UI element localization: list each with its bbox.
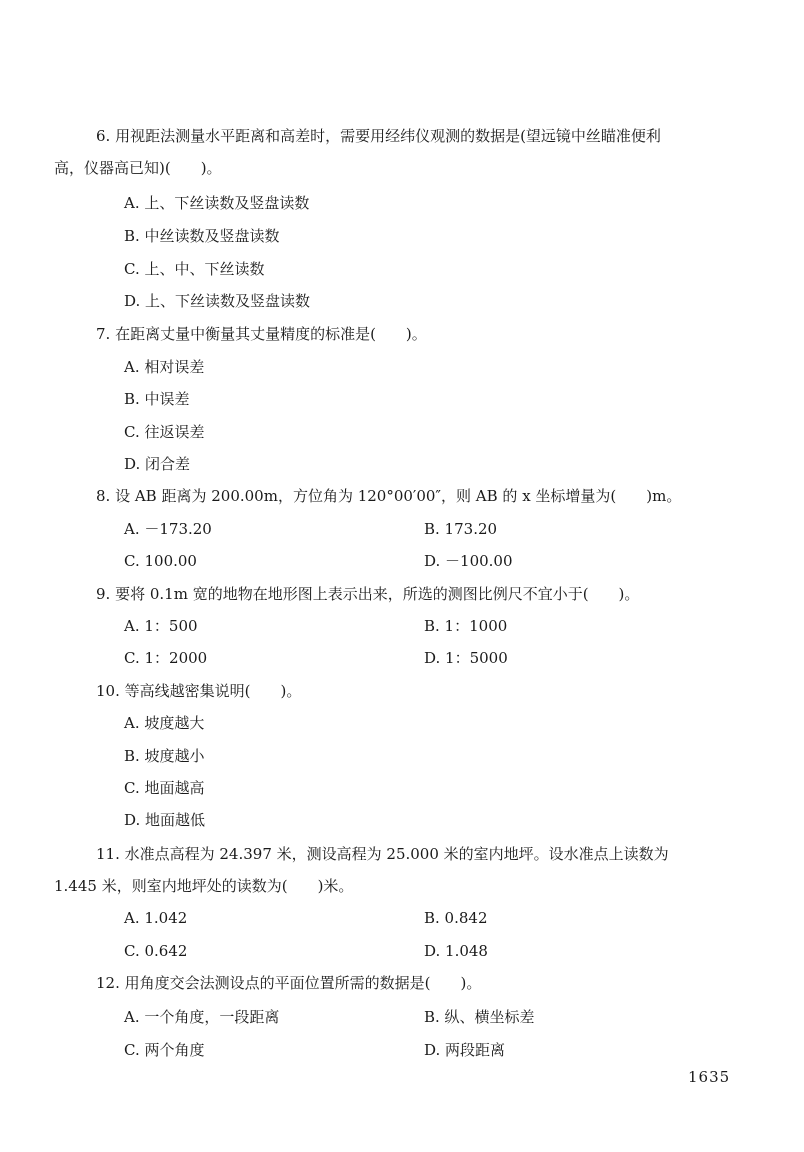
q6-option-a: A. 上、下丝读数及竖盘读数 [124,194,310,212]
q11-option-d: D. 1.048 [424,942,488,960]
q11-option-a: A. 1.042 [124,909,188,927]
q6-stem-line2: 高，仪器高已知)( )。 [54,159,222,177]
q12-option-a: A. 一个角度，一段距离 [124,1008,280,1026]
q9-stem: 9. 要将 0.1m 宽的地物在地形图上表示出来，所选的测图比例尺不宜小于( )。 [96,585,640,603]
q7-option-d: D. 闭合差 [124,455,191,473]
q9-option-a: A. 1：500 [124,617,198,635]
q8-stem: 8. 设 AB 距离为 200.00m，方位角为 120°00′00″，则 AB 的 x 坐标增量为( )m。 [96,487,682,505]
q11-stem-line1: 11. 水准点高程为 24.397 米，测设高程为 25.000 米的室内地坪。设水准点上读数为 [96,845,669,863]
q8-option-d: D. －100.00 [424,552,513,570]
q10-option-b: B. 坡度越小 [124,747,205,765]
q7-option-a: A. 相对误差 [124,358,205,376]
q8-option-a: A. －173.20 [124,520,212,538]
q7-stem: 7. 在距离丈量中衡量其丈量精度的标准是( )。 [96,325,427,343]
q7-option-c: C. 往返误差 [124,423,205,441]
q6-option-b: B. 中丝读数及竖盘读数 [124,227,280,245]
q10-option-a: A. 坡度越大 [124,714,205,732]
page-number: 1635 [688,1068,731,1086]
q7-option-b: B. 中误差 [124,390,190,408]
q12-option-b: B. 纵、横坐标差 [424,1008,535,1026]
q6-option-c: C. 上、中、下丝读数 [124,260,265,278]
q9-option-d: D. 1：5000 [424,649,508,667]
q12-option-d: D. 两段距离 [424,1041,506,1059]
q6-stem-line1: 6. 用视距法测量水平距离和高差时，需要用经纬仪观测的数据是(望远镜中丝瞄准便利 [96,127,661,145]
q11-option-b: B. 0.842 [424,909,488,927]
q12-option-c: C. 两个角度 [124,1041,205,1059]
q12-stem: 12. 用角度交会法测设点的平面位置所需的数据是( )。 [96,974,482,992]
q8-option-b: B. 173.20 [424,520,498,538]
q11-stem-line2: 1.445 米，则室内地坪处的读数为( )米。 [54,877,354,895]
q8-option-c: C. 100.00 [124,552,197,570]
q11-option-c: C. 0.642 [124,942,188,960]
q9-option-c: C. 1：2000 [124,649,208,667]
q10-option-c: C. 地面越高 [124,779,205,797]
q10-option-d: D. 地面越低 [124,811,206,829]
q9-option-b: B. 1：1000 [424,617,508,635]
q10-stem: 10. 等高线越密集说明( )。 [96,682,302,700]
q6-option-d: D. 上、下丝读数及竖盘读数 [124,292,311,310]
